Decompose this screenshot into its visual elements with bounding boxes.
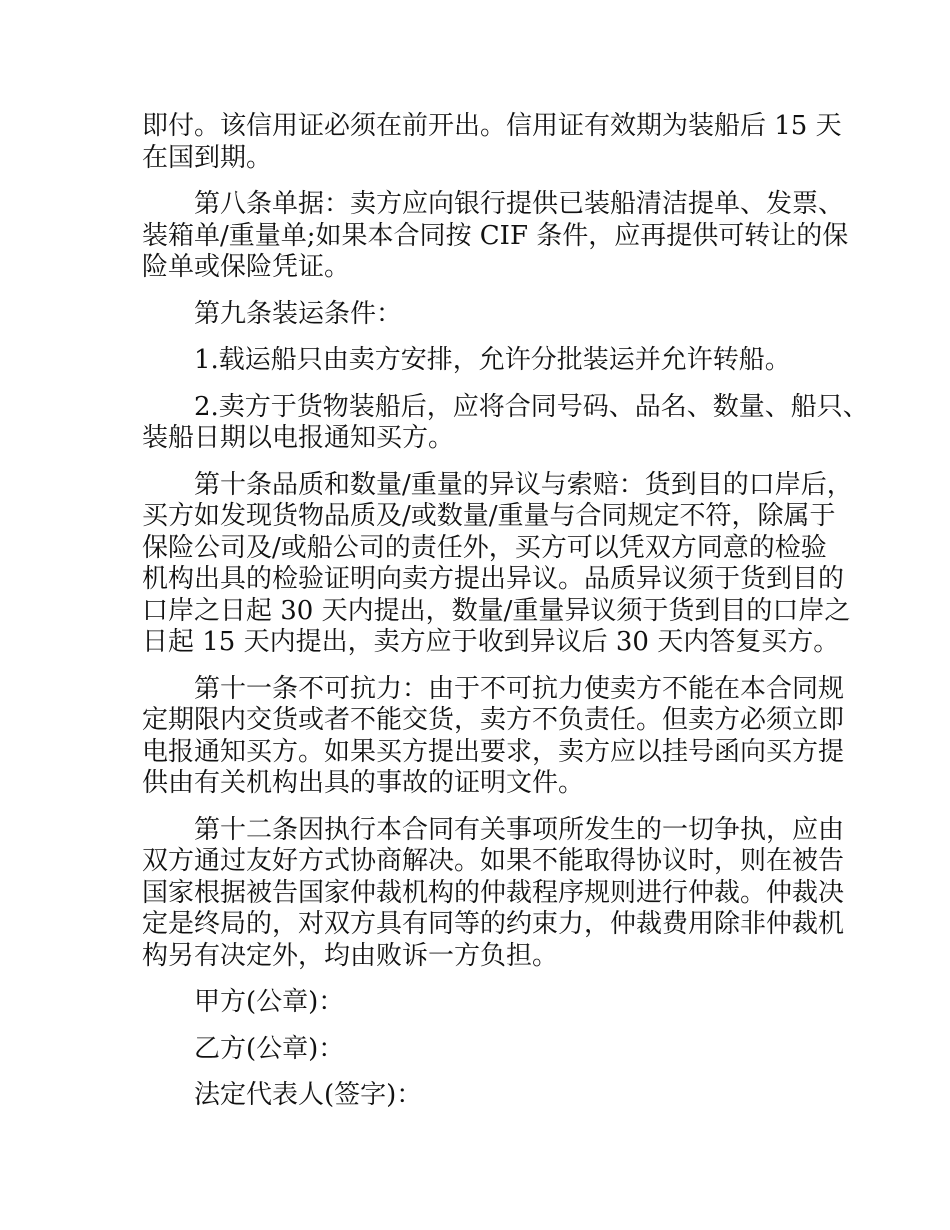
text-line: 定是终局的，对双方具有同等的约束力，仲裁费用除非仲裁机 bbox=[142, 909, 845, 939]
paragraph-article-8-documents bbox=[142, 189, 849, 284]
text-line: 第十条品质和数量/重量的异议与索赔：货到目的口岸后， bbox=[194, 469, 853, 500]
text-line: 第九条装运条件： bbox=[194, 298, 403, 329]
signature-party-a bbox=[142, 987, 814, 1019]
text-line: 口岸之日起 30 天内提出，数量/重量异议须于货到目的口岸之 bbox=[142, 595, 851, 626]
paragraph-shipment-item-2 bbox=[142, 391, 869, 455]
text-line: 第十一条不可抗力：由于不可抗力使卖方不能在本合同规 bbox=[194, 673, 845, 704]
paragraph-article-10-claims bbox=[142, 469, 853, 659]
text-line: 保险公司及/或船公司的责任外，买方可以凭双方同意的检验 bbox=[142, 532, 827, 563]
text-line: 险单或保险凭证。 bbox=[142, 252, 351, 282]
text-line: 在国到期。 bbox=[142, 142, 273, 173]
paragraph-letter-of-credit-continued bbox=[142, 111, 842, 174]
text-line: 甲方(公章)： bbox=[194, 987, 345, 1017]
text-line: 构另有决定外，均由败诉一方负担。 bbox=[142, 940, 559, 971]
text-line: 日起 15 天内提出，卖方应于收到异议后 30 天内答复买方。 bbox=[142, 627, 840, 657]
text-line: 乙方(公章)： bbox=[194, 1033, 345, 1064]
text-line: 买方如发现货物品质及/或数量/重量与合同规定不符，除属于 bbox=[142, 501, 836, 531]
text-line: 1.载运船只由卖方安排，允许分批装运并允许转船。 bbox=[194, 345, 791, 375]
text-line: 供由有关机构出具的事故的证明文件。 bbox=[142, 768, 585, 798]
paragraph-article-12-arbitration bbox=[142, 814, 845, 973]
text-line: 第八条单据：卖方应向银行提供已装船清洁提单、发票、 bbox=[194, 189, 845, 219]
signature-party-b bbox=[142, 1034, 814, 1066]
text-line: 法定代表人(签字)： bbox=[194, 1080, 423, 1110]
paragraph-article-9-shipment bbox=[142, 299, 814, 331]
text-line: 双方通过友好方式协商解决。如果不能取得协议时，则在被告 bbox=[142, 846, 845, 876]
paragraph-article-11-force-majeure bbox=[142, 673, 845, 800]
document-body bbox=[142, 111, 869, 1127]
text-line: 装船日期以电报通知买方。 bbox=[142, 423, 455, 453]
text-line: 国家根据被告国家仲裁机构的仲裁程序规则进行仲裁。仲裁决 bbox=[142, 877, 845, 908]
paragraph-shipment-item-1 bbox=[142, 345, 814, 377]
text-line: 2.卖方于货物装船后，应将合同号码、品名、数量、船只、 bbox=[194, 391, 869, 422]
signature-legal-representative bbox=[142, 1080, 814, 1112]
text-line: 定期限内交货或者不能交货，卖方不负责任。但卖方必须立即 bbox=[142, 705, 845, 735]
text-line: 装箱单/重量单;如果本合同按 CIF 条件，应再提供可转让的保 bbox=[142, 220, 849, 251]
text-line: 第十二条因执行本合同有关事项所发生的一切争执，应由 bbox=[194, 814, 845, 845]
text-line: 电报通知买方。如果买方提出要求，卖方应以挂号函向买方提 bbox=[142, 736, 845, 767]
text-line: 即付。该信用证必须在前开出。信用证有效期为装船后 15 天 bbox=[142, 111, 842, 141]
text-line: 机构出具的检验证明向卖方提出异议。品质异议须于货到目的 bbox=[142, 564, 845, 594]
